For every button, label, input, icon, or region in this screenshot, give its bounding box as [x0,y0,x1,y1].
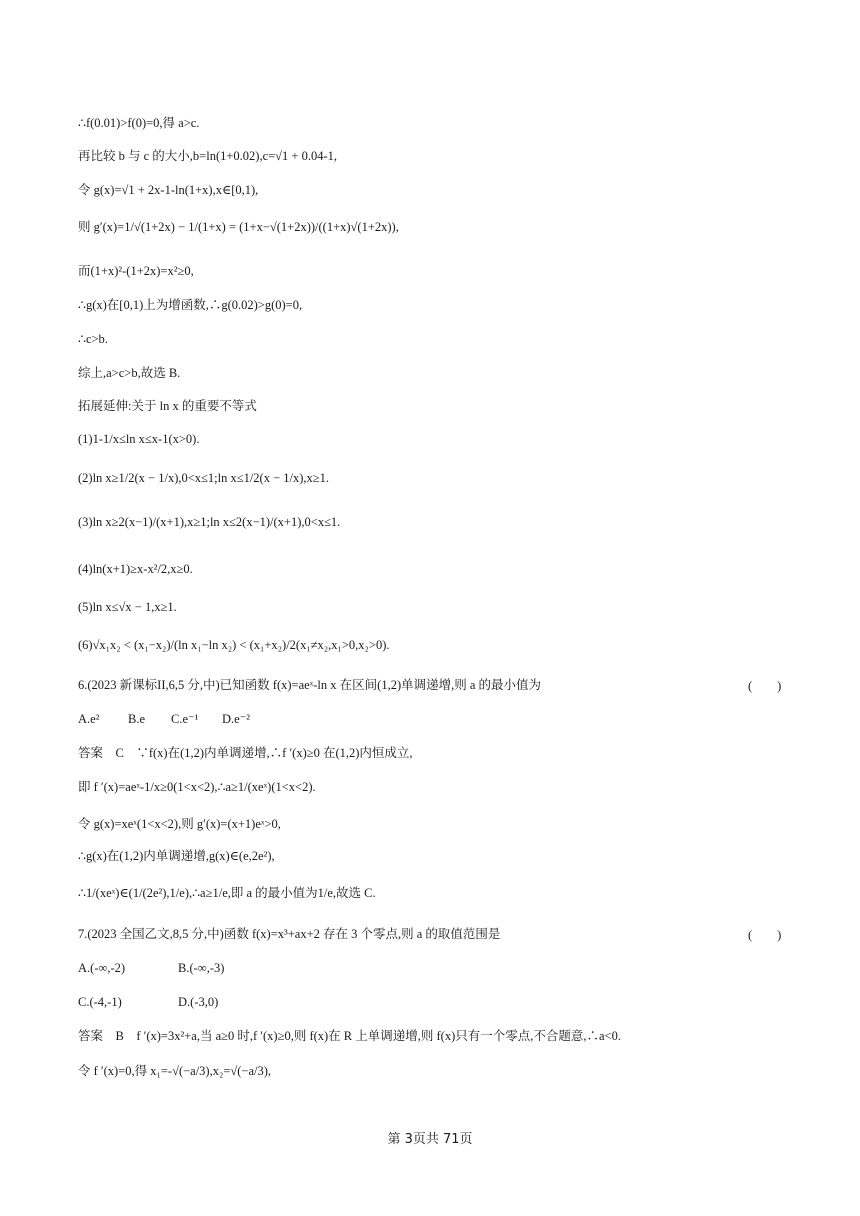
line-20: ∴1/(xeˣ)∈(1/(2e²),1/e),∴a≥1/e,即 a 的最小值为1/e,故选 C. [78,886,376,900]
line-14: (6)√x₁x₂ < (x₁−x₂)/(ln x₁−ln x₂) < (x₁+x₂)/2(x₁≠x₂,x₁>0,x₂>0). [78,638,390,652]
line-13: (5)ln x≤√x − 1,x≥1. [78,600,177,614]
line-19: ∴g(x)在(1,2)内单调递增,g(x)∈(e,2e²), [78,849,275,863]
line-11: (3)ln x≥2(x−1)/(x+1),x≥1;ln x≤2(x−1)/(x+1),0<x≤1. [78,515,341,529]
line-16: 答案 C ∵f(x)在(1,2)内单调递增,∴f ′(x)≥0 在(1,2)内恒成立, [78,746,413,760]
line-5: ∴g(x)在[0,1)上为增函数,∴g(0.02)>g(0)=0, [78,298,303,312]
page-footer: 第 3页共 71页 [387,1132,473,1147]
line-2: 令 g(x)=√1 + 2x-1-ln(1+x),x∈[0,1), [78,183,259,197]
question-6-answer-paren: ( ) [748,679,782,693]
q6-option-d: D.e⁻² [222,712,251,726]
line-23: 令 f ′(x)=0,得 x₁=-√(−a/3),x₂=√(−a/3), [78,1064,272,1078]
q6-option-c: C.e⁻¹ [171,712,199,726]
q6-option-b: B.e [128,712,146,726]
question-7-options-row-2 [78,993,218,1011]
question-7-answer-paren: ( ) [748,928,782,942]
question-7-options-row-1 [78,959,224,977]
line-18: 令 g(x)=xeˣ(1<x<2),则 g′(x)=(x+1)eˣ>0, [78,817,281,831]
q7-option-c: C.(-4,-1) [78,995,122,1009]
line-0: ∴f(0.01)>f(0)=0,得 a>c. [78,116,200,130]
line-4: 而(1+x)²-(1+2x)=x²≥0, [78,264,194,278]
q7-option-a: A.(-∞,-2) [78,961,126,975]
question-6-options [78,710,250,728]
question-7: 7.(2023 全国乙文,8,5 分,中)函数 f(x)=x³+ax+2 存在 3 个零点,则 a 的取值范围是 [78,927,501,941]
q7-option-d: D.(-3,0) [178,995,219,1009]
line-17: 即 f ′(x)=aeˣ-1/x≥0(1<x<2),∴a≥1/(xeˣ)(1<x<2). [78,780,316,794]
line-22: 答案 B f ′(x)=3x²+a,当 a≥0 时,f ′(x)≥0,则 f(x)在 R 上单调递增,则 f(x)只有一个零点,不合题意,∴a<0. [78,1029,621,1043]
line-6: ∴c>b. [78,332,108,346]
q6-option-a: A.e² [78,712,100,726]
line-8: 拓展延伸:关于 ln x 的重要不等式 [78,399,257,413]
q7-option-b: B.(-∞,-3) [178,961,225,975]
line-1: 再比较 b 与 c 的大小,b=ln(1+0.02),c=√1 + 0.04-1, [78,149,337,163]
line-9: (1)1-1/x≤ln x≤x-1(x>0). [78,432,200,446]
line-12: (4)ln(x+1)≥x-x²/2,x≥0. [78,562,193,576]
line-7: 综上,a>c>b,故选 B. [78,366,181,380]
line-3: 则 g′(x)=1/√(1+2x) − 1/(1+x) = (1+x−√(1+2x))/((1+x)√(1+2x)), [78,220,399,234]
question-6: 6.(2023 新课标II,6,5 分,中)已知函数 f(x)=aeˣ-ln x 在区间(1,2)单调递增,则 a 的最小值为 [78,678,542,692]
line-10: (2)ln x≥1/2(x − 1/x),0<x≤1;ln x≤1/2(x − 1/x),x≥1. [78,471,330,485]
